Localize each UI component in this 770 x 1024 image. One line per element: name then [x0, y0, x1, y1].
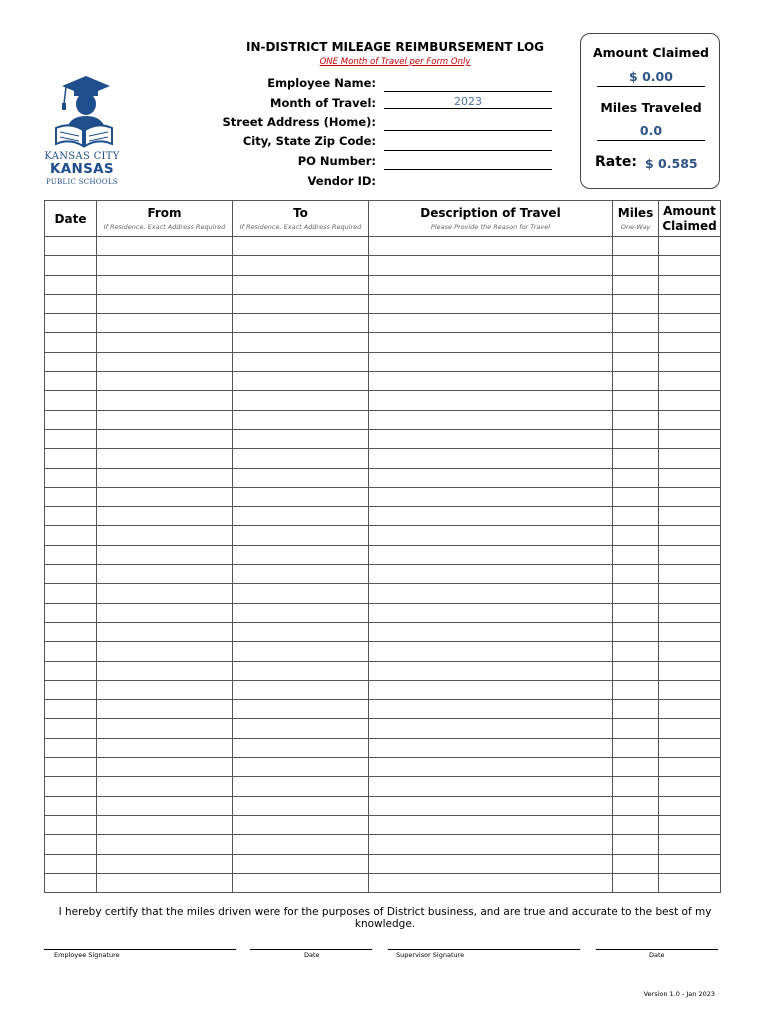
- miles-cell[interactable]: [613, 294, 659, 313]
- to-cell[interactable]: [233, 429, 369, 448]
- date-cell[interactable]: [45, 815, 97, 834]
- table-row: [45, 719, 721, 738]
- miles-cell[interactable]: [613, 738, 659, 757]
- table-row: [45, 680, 721, 699]
- miles-cell[interactable]: [613, 584, 659, 603]
- amount-cell[interactable]: [659, 256, 721, 275]
- date-cell[interactable]: [45, 738, 97, 757]
- miles-cell[interactable]: [613, 429, 659, 448]
- table-row: [45, 873, 721, 892]
- table-row: [45, 237, 721, 256]
- amount-cell[interactable]: [659, 526, 721, 545]
- description-cell[interactable]: [369, 700, 613, 719]
- miles-cell[interactable]: [613, 796, 659, 815]
- version-label: Version 1.0 - Jan 2023: [643, 990, 715, 998]
- supervisor-signature-label: Supervisor Signature: [396, 951, 465, 959]
- to-cell[interactable]: [233, 854, 369, 873]
- date-cell[interactable]: [45, 661, 97, 680]
- amount-claimed-value: $ 0.00: [597, 69, 705, 87]
- table-row: [45, 487, 721, 506]
- graduate-reading-icon: [52, 74, 114, 150]
- certification-statement: I hereby certify that the miles driven were for the purposes of District business, and are true and accurate to the best of my knowledge.: [58, 906, 712, 930]
- street-address-label: Street Address (Home):: [222, 115, 376, 129]
- amount-cell[interactable]: [659, 873, 721, 892]
- table-row: [45, 275, 721, 294]
- table-row: [45, 642, 721, 661]
- to-cell[interactable]: [233, 294, 369, 313]
- date-cell[interactable]: [45, 391, 97, 410]
- miles-cell[interactable]: [613, 777, 659, 796]
- miles-cell[interactable]: [613, 680, 659, 699]
- table-row: [45, 449, 721, 468]
- amount-cell[interactable]: [659, 622, 721, 641]
- date-cell[interactable]: [45, 410, 97, 429]
- description-cell[interactable]: [369, 873, 613, 892]
- table-row: [45, 372, 721, 391]
- to-cell[interactable]: [233, 700, 369, 719]
- form-title: IN-DISTRICT MILEAGE REIMBURSEMENT LOG: [245, 40, 544, 54]
- date-cell[interactable]: [45, 603, 97, 622]
- miles-cell[interactable]: [613, 758, 659, 777]
- miles-cell[interactable]: [613, 237, 659, 256]
- miles-cell[interactable]: [613, 468, 659, 487]
- to-cell[interactable]: [233, 661, 369, 680]
- amount-cell[interactable]: [659, 314, 721, 333]
- to-cell[interactable]: [233, 237, 369, 256]
- date-cell[interactable]: [45, 333, 97, 352]
- rate-value: $ 0.585: [645, 156, 698, 171]
- table-row: [45, 314, 721, 333]
- amount-cell[interactable]: [659, 294, 721, 313]
- from-cell[interactable]: [97, 545, 233, 564]
- to-cell[interactable]: [233, 603, 369, 622]
- date-cell[interactable]: [45, 700, 97, 719]
- to-column-header: To If Residence, Exact Address Required: [233, 201, 369, 237]
- date-cell[interactable]: [45, 873, 97, 892]
- po-number-field[interactable]: [384, 156, 552, 170]
- vendor-id-label: Vendor ID:: [307, 174, 376, 188]
- amount-cell[interactable]: [659, 661, 721, 680]
- from-cell[interactable]: [97, 584, 233, 603]
- date-cell[interactable]: [45, 719, 97, 738]
- from-cell[interactable]: [97, 314, 233, 333]
- amount-cell[interactable]: [659, 719, 721, 738]
- from-cell[interactable]: [97, 275, 233, 294]
- from-cell[interactable]: [97, 854, 233, 873]
- amount-cell[interactable]: [659, 700, 721, 719]
- month-of-travel-field[interactable]: 2023: [384, 95, 552, 109]
- date-cell[interactable]: [45, 565, 97, 584]
- logo-line-1: KANSAS CITY: [44, 151, 120, 162]
- from-cell[interactable]: [97, 873, 233, 892]
- employee-date-label: Date: [304, 951, 320, 959]
- miles-cell[interactable]: [613, 854, 659, 873]
- date-cell[interactable]: [45, 275, 97, 294]
- description-cell[interactable]: [369, 314, 613, 333]
- amount-cell[interactable]: [659, 758, 721, 777]
- city-state-zip-field[interactable]: [384, 137, 552, 151]
- table-row: [45, 507, 721, 526]
- description-cell[interactable]: [369, 294, 613, 313]
- from-cell[interactable]: [97, 372, 233, 391]
- date-cell[interactable]: [45, 758, 97, 777]
- miles-cell[interactable]: [613, 700, 659, 719]
- date-cell[interactable]: [45, 680, 97, 699]
- miles-cell[interactable]: [613, 603, 659, 622]
- to-cell[interactable]: [233, 526, 369, 545]
- miles-cell[interactable]: [613, 835, 659, 854]
- from-cell[interactable]: [97, 777, 233, 796]
- amount-cell[interactable]: [659, 680, 721, 699]
- description-cell[interactable]: [369, 333, 613, 352]
- amount-cell[interactable]: [659, 237, 721, 256]
- table-row: [45, 815, 721, 834]
- amount-claimed-column-header: Amount Claimed: [659, 201, 721, 237]
- table-row: [45, 661, 721, 680]
- description-cell[interactable]: [369, 815, 613, 834]
- description-cell[interactable]: [369, 526, 613, 545]
- amount-cell[interactable]: [659, 487, 721, 506]
- from-cell[interactable]: [97, 661, 233, 680]
- date-cell[interactable]: [45, 507, 97, 526]
- description-cell[interactable]: [369, 719, 613, 738]
- to-cell[interactable]: [233, 507, 369, 526]
- description-cell[interactable]: [369, 584, 613, 603]
- amount-cell[interactable]: [659, 777, 721, 796]
- to-cell[interactable]: [233, 256, 369, 275]
- from-column-header: From If Residence, Exact Address Required: [97, 201, 233, 237]
- table-row: [45, 835, 721, 854]
- supervisor-date-label: Date: [649, 951, 665, 959]
- supervisor-signature-line[interactable]: [388, 949, 580, 950]
- miles-cell[interactable]: [613, 391, 659, 410]
- to-cell[interactable]: [233, 275, 369, 294]
- to-cell[interactable]: [233, 758, 369, 777]
- summary-box: [580, 33, 720, 189]
- amount-cell[interactable]: [659, 738, 721, 757]
- miles-cell[interactable]: [613, 642, 659, 661]
- to-cell[interactable]: [233, 391, 369, 410]
- to-cell[interactable]: [233, 487, 369, 506]
- employee-name-field[interactable]: [384, 78, 552, 92]
- from-cell[interactable]: [97, 237, 233, 256]
- from-cell[interactable]: [97, 603, 233, 622]
- from-cell[interactable]: [97, 815, 233, 834]
- table-row: [45, 622, 721, 641]
- date-cell[interactable]: [45, 545, 97, 564]
- description-cell[interactable]: [369, 545, 613, 564]
- date-cell[interactable]: [45, 854, 97, 873]
- from-cell[interactable]: [97, 642, 233, 661]
- rate-label: Rate:: [595, 154, 638, 170]
- to-cell[interactable]: [233, 777, 369, 796]
- description-cell[interactable]: [369, 738, 613, 757]
- date-cell[interactable]: [45, 642, 97, 661]
- date-cell[interactable]: [45, 256, 97, 275]
- amount-cell[interactable]: [659, 603, 721, 622]
- from-cell[interactable]: [97, 507, 233, 526]
- table-row: [45, 584, 721, 603]
- table-row: [45, 352, 721, 371]
- from-cell[interactable]: [97, 835, 233, 854]
- to-cell[interactable]: [233, 622, 369, 641]
- to-cell[interactable]: [233, 680, 369, 699]
- to-cell[interactable]: [233, 314, 369, 333]
- from-cell[interactable]: [97, 352, 233, 371]
- miles-cell[interactable]: [613, 507, 659, 526]
- description-column-header: Description of Travel Please Provide the Reason for Travel: [369, 201, 613, 237]
- date-cell[interactable]: [45, 237, 97, 256]
- miles-column-header: Miles One-Way: [613, 201, 659, 237]
- miles-cell[interactable]: [613, 352, 659, 371]
- to-cell[interactable]: [233, 796, 369, 815]
- from-cell[interactable]: [97, 719, 233, 738]
- miles-cell[interactable]: [613, 565, 659, 584]
- from-cell[interactable]: [97, 796, 233, 815]
- from-cell[interactable]: [97, 738, 233, 757]
- table-row: [45, 565, 721, 584]
- date-cell[interactable]: [45, 468, 97, 487]
- table-row: [45, 603, 721, 622]
- mileage-log-table: [44, 200, 721, 893]
- table-row: [45, 796, 721, 815]
- table-row: [45, 468, 721, 487]
- date-cell[interactable]: [45, 487, 97, 506]
- amount-cell[interactable]: [659, 854, 721, 873]
- miles-cell[interactable]: [613, 622, 659, 641]
- table-row: [45, 758, 721, 777]
- to-cell[interactable]: [233, 719, 369, 738]
- miles-cell[interactable]: [613, 661, 659, 680]
- to-cell[interactable]: [233, 333, 369, 352]
- description-cell[interactable]: [369, 275, 613, 294]
- employee-signature-line[interactable]: [44, 949, 236, 950]
- supervisor-date-line[interactable]: [596, 949, 718, 950]
- table-row: [45, 526, 721, 545]
- amount-cell[interactable]: [659, 372, 721, 391]
- amount-cell[interactable]: [659, 815, 721, 834]
- street-address-field[interactable]: [384, 117, 552, 131]
- description-cell[interactable]: [369, 854, 613, 873]
- miles-cell[interactable]: [613, 487, 659, 506]
- amount-cell[interactable]: [659, 449, 721, 468]
- description-cell[interactable]: [369, 777, 613, 796]
- from-cell[interactable]: [97, 256, 233, 275]
- miles-cell[interactable]: [613, 449, 659, 468]
- description-cell[interactable]: [369, 507, 613, 526]
- to-cell[interactable]: [233, 565, 369, 584]
- table-header-row: [45, 201, 721, 237]
- from-cell[interactable]: [97, 391, 233, 410]
- description-cell[interactable]: [369, 237, 613, 256]
- table-row: [45, 391, 721, 410]
- date-cell[interactable]: [45, 835, 97, 854]
- miles-cell[interactable]: [613, 410, 659, 429]
- month-of-travel-label: Month of Travel:: [270, 96, 376, 110]
- miles-cell[interactable]: [613, 526, 659, 545]
- amount-cell[interactable]: [659, 796, 721, 815]
- description-cell[interactable]: [369, 603, 613, 622]
- miles-cell[interactable]: [613, 815, 659, 834]
- description-cell[interactable]: [369, 680, 613, 699]
- to-cell[interactable]: [233, 372, 369, 391]
- amount-cell[interactable]: [659, 584, 721, 603]
- from-cell[interactable]: [97, 622, 233, 641]
- date-cell[interactable]: [45, 526, 97, 545]
- from-cell[interactable]: [97, 410, 233, 429]
- to-cell[interactable]: [233, 352, 369, 371]
- from-cell[interactable]: [97, 487, 233, 506]
- to-cell[interactable]: [233, 642, 369, 661]
- miles-cell[interactable]: [613, 314, 659, 333]
- table-row: [45, 410, 721, 429]
- form-subtitle: ONE Month of Travel per Form Only: [319, 57, 471, 67]
- description-cell[interactable]: [369, 352, 613, 371]
- from-cell[interactable]: [97, 294, 233, 313]
- to-cell[interactable]: [233, 738, 369, 757]
- description-cell[interactable]: [369, 622, 613, 641]
- description-cell[interactable]: [369, 487, 613, 506]
- date-cell[interactable]: [45, 584, 97, 603]
- date-cell[interactable]: [45, 796, 97, 815]
- to-cell[interactable]: [233, 815, 369, 834]
- table-row: [45, 854, 721, 873]
- miles-cell[interactable]: [613, 545, 659, 564]
- table-row: [45, 700, 721, 719]
- description-cell[interactable]: [369, 835, 613, 854]
- description-cell[interactable]: [369, 372, 613, 391]
- date-cell[interactable]: [45, 372, 97, 391]
- amount-claimed-label: Amount Claimed: [592, 45, 710, 60]
- from-cell[interactable]: [97, 565, 233, 584]
- miles-cell[interactable]: [613, 275, 659, 294]
- date-cell[interactable]: [45, 449, 97, 468]
- amount-cell[interactable]: [659, 410, 721, 429]
- description-cell[interactable]: [369, 758, 613, 777]
- to-cell[interactable]: [233, 545, 369, 564]
- date-cell[interactable]: [45, 294, 97, 313]
- from-cell[interactable]: [97, 333, 233, 352]
- description-cell[interactable]: [369, 661, 613, 680]
- from-cell[interactable]: [97, 429, 233, 448]
- amount-cell[interactable]: [659, 333, 721, 352]
- description-cell[interactable]: [369, 449, 613, 468]
- miles-traveled-value: 0.0: [597, 123, 705, 141]
- description-cell[interactable]: [369, 642, 613, 661]
- description-cell[interactable]: [369, 391, 613, 410]
- from-cell[interactable]: [97, 468, 233, 487]
- to-cell[interactable]: [233, 873, 369, 892]
- date-column-header: Date: [45, 201, 97, 237]
- amount-cell[interactable]: [659, 507, 721, 526]
- amount-cell[interactable]: [659, 642, 721, 661]
- description-cell[interactable]: [369, 468, 613, 487]
- miles-cell[interactable]: [613, 372, 659, 391]
- date-cell[interactable]: [45, 777, 97, 796]
- miles-traveled-label: Miles Traveled: [600, 100, 702, 115]
- table-row: [45, 738, 721, 757]
- amount-cell[interactable]: [659, 835, 721, 854]
- date-cell[interactable]: [45, 314, 97, 333]
- district-logo: [40, 74, 124, 186]
- table-row: [45, 256, 721, 275]
- from-cell[interactable]: [97, 758, 233, 777]
- from-cell[interactable]: [97, 680, 233, 699]
- miles-cell[interactable]: [613, 333, 659, 352]
- logo-line-2: KANSAS: [50, 161, 114, 177]
- amount-cell[interactable]: [659, 565, 721, 584]
- to-cell[interactable]: [233, 468, 369, 487]
- description-cell[interactable]: [369, 410, 613, 429]
- from-cell[interactable]: [97, 700, 233, 719]
- from-cell[interactable]: [97, 449, 233, 468]
- employee-date-line[interactable]: [250, 949, 372, 950]
- description-cell[interactable]: [369, 256, 613, 275]
- date-cell[interactable]: [45, 429, 97, 448]
- to-cell[interactable]: [233, 835, 369, 854]
- po-number-label: PO Number:: [297, 154, 376, 168]
- amount-cell[interactable]: [659, 275, 721, 294]
- to-cell[interactable]: [233, 410, 369, 429]
- miles-cell[interactable]: [613, 719, 659, 738]
- amount-cell[interactable]: [659, 429, 721, 448]
- table-row: [45, 333, 721, 352]
- table-row: [45, 294, 721, 313]
- to-cell[interactable]: [233, 584, 369, 603]
- description-cell[interactable]: [369, 796, 613, 815]
- amount-cell[interactable]: [659, 391, 721, 410]
- amount-cell[interactable]: [659, 352, 721, 371]
- from-cell[interactable]: [97, 526, 233, 545]
- miles-cell[interactable]: [613, 256, 659, 275]
- to-cell[interactable]: [233, 449, 369, 468]
- description-cell[interactable]: [369, 565, 613, 584]
- table-row: [45, 429, 721, 448]
- date-cell[interactable]: [45, 352, 97, 371]
- table-row: [45, 777, 721, 796]
- employee-name-label: Employee Name:: [267, 76, 376, 90]
- description-cell[interactable]: [369, 429, 613, 448]
- miles-cell[interactable]: [613, 873, 659, 892]
- table-row: [45, 545, 721, 564]
- city-state-zip-label: City, State Zip Code:: [242, 134, 376, 148]
- date-cell[interactable]: [45, 622, 97, 641]
- amount-cell[interactable]: [659, 545, 721, 564]
- employee-signature-label: Employee Signature: [54, 951, 120, 959]
- logo-line-3: PUBLIC SCHOOLS: [45, 178, 118, 186]
- amount-cell[interactable]: [659, 468, 721, 487]
